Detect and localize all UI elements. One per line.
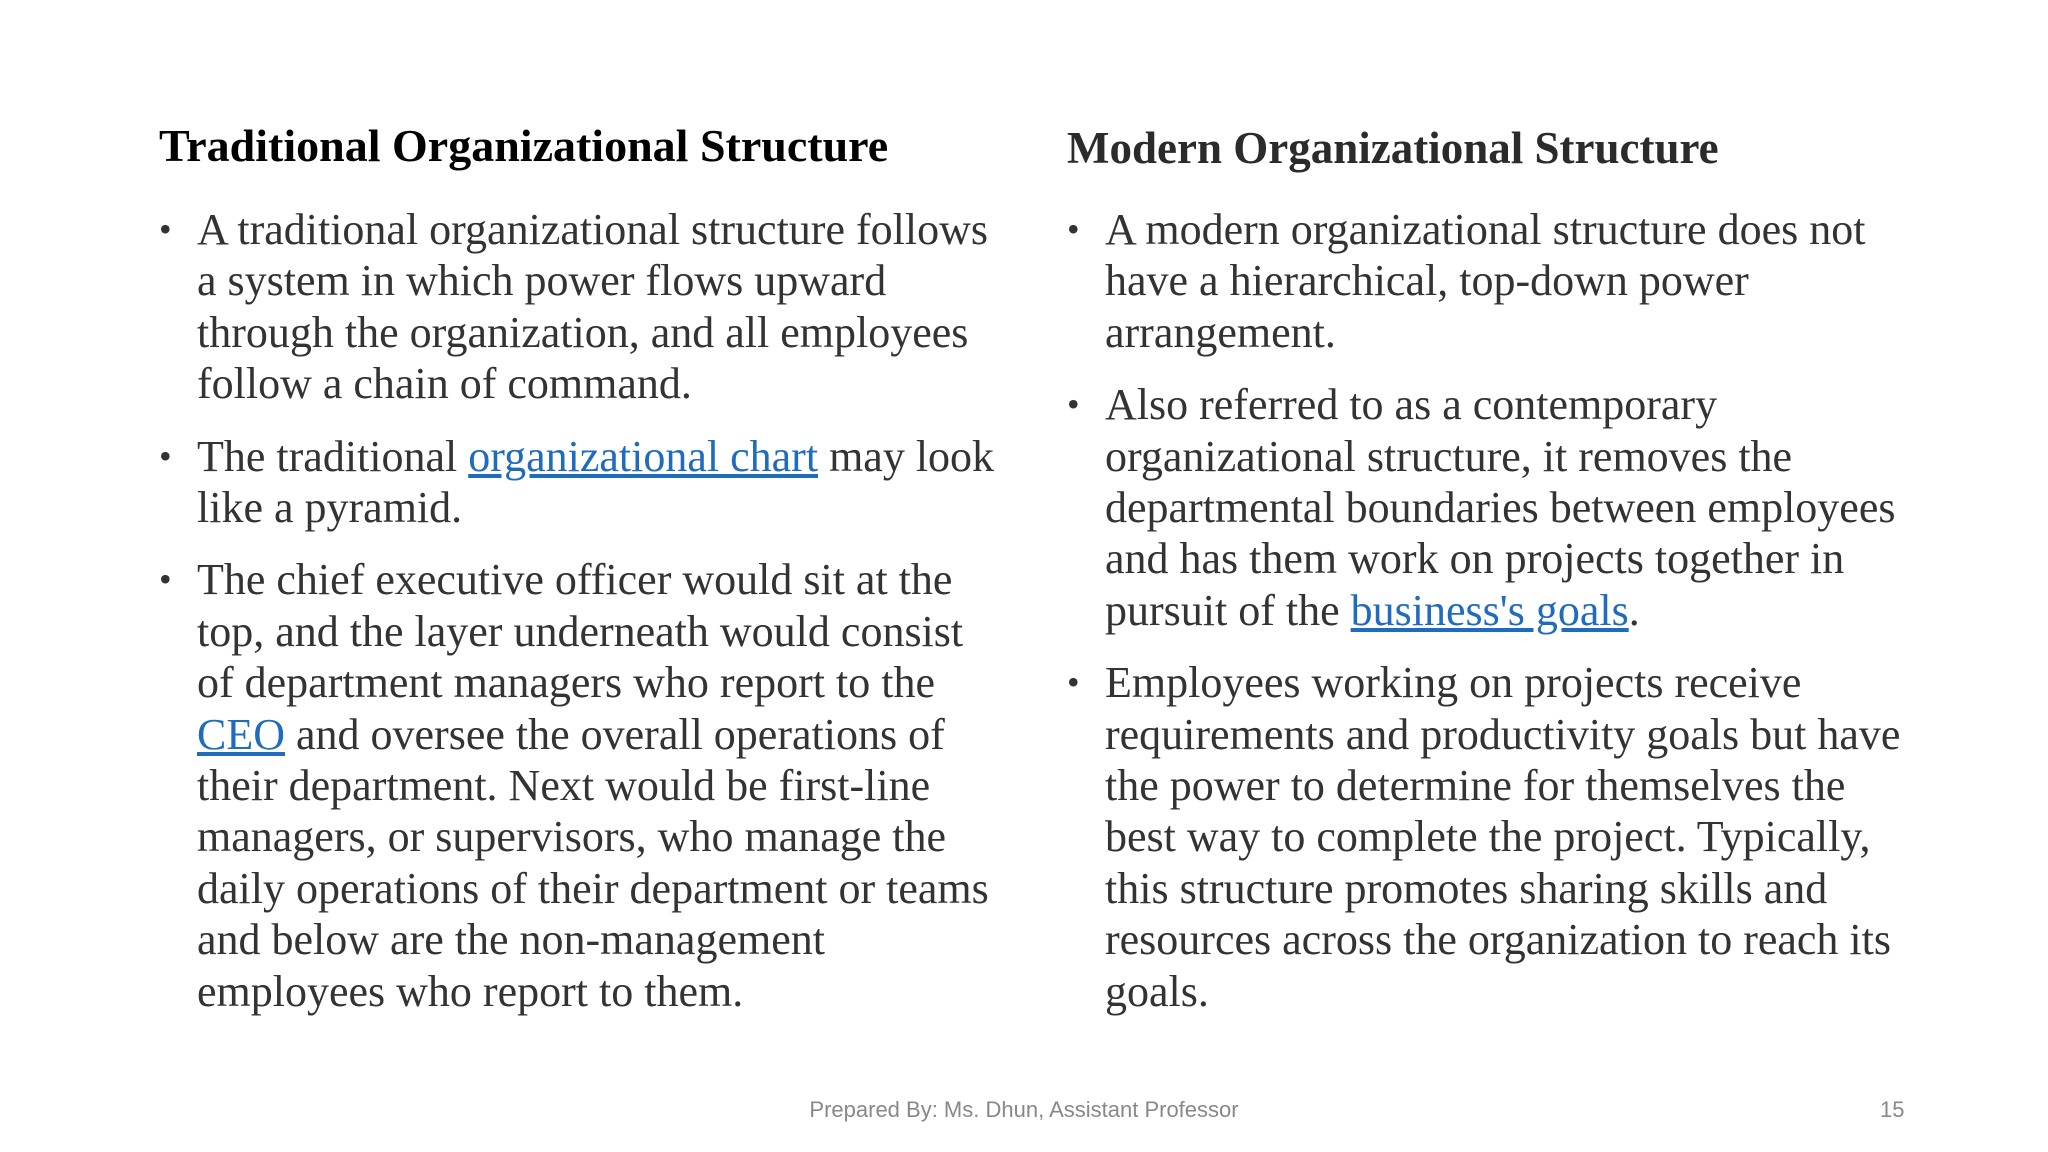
bullet-text: A traditional organizational structure follows a system in which power flows upward through the organization, and all employees follow a chain of command. xyxy=(197,205,988,409)
bullet-text: The traditional xyxy=(197,431,469,481)
bullet-text: Also referred to as a contemporary organizational structure, it removes the departmental boundaries between employees and has them work on projects together in pursuit of the xyxy=(1105,380,1896,635)
bullet-text: Employees working on projects receive requirements and productivity goals but have the power to determine for themselves the best way to complete the project. Typically, this structure promotes sharing skills and resources across the organization to reach its goals. xyxy=(1105,658,1901,1016)
bullet-icon: • xyxy=(159,559,172,600)
bullet-icon: • xyxy=(1067,209,1080,249)
bullet-item xyxy=(1067,379,1927,636)
bullet-text: The chief executive officer would sit at the top, and the layer underneath would consist of department managers who report to the xyxy=(197,555,964,708)
bullet-text: . xyxy=(1628,585,1640,635)
bullet-text: may look like a pyramid. xyxy=(197,431,995,533)
organizational-chart-link[interactable]: organizational chart xyxy=(468,431,819,481)
bullet-icon: • xyxy=(1067,662,1080,703)
traditional-bullet-list xyxy=(159,204,1009,1017)
footer-credit: Prepared By: Ms. Dhun, Assistant Professor xyxy=(809,1097,1239,1122)
bullet-item xyxy=(159,431,1009,534)
bullet-icon: • xyxy=(1067,384,1080,425)
bullet-item xyxy=(1067,204,1927,358)
ceo-link[interactable]: CEO xyxy=(197,709,285,759)
bullet-item xyxy=(159,204,1009,410)
business-goals-link[interactable]: business's goals xyxy=(1350,585,1629,635)
bullet-text: A modern organizational structure does not have a hierarchical, top-down power arrangement. xyxy=(1105,205,1866,357)
modern-structure-heading: Modern Organizational Structure xyxy=(1067,123,1719,173)
left-column xyxy=(159,118,1009,1038)
page-number: 15 xyxy=(1880,1097,1905,1122)
bullet-item xyxy=(159,554,1009,1017)
bullet-icon: • xyxy=(159,435,172,476)
bullet-icon: • xyxy=(159,209,172,249)
modern-bullet-list xyxy=(1067,204,1927,1017)
right-column xyxy=(1067,120,1927,1038)
traditional-structure-heading: Traditional Organizational Structure xyxy=(159,120,889,171)
bullet-text: and oversee the overall operations of their department. Next would be first-line managers, or supervisors, who manage the daily operations of their department or teams and below are the non-management employees who report to them. xyxy=(197,709,989,1016)
bullet-item xyxy=(1067,657,1927,1017)
